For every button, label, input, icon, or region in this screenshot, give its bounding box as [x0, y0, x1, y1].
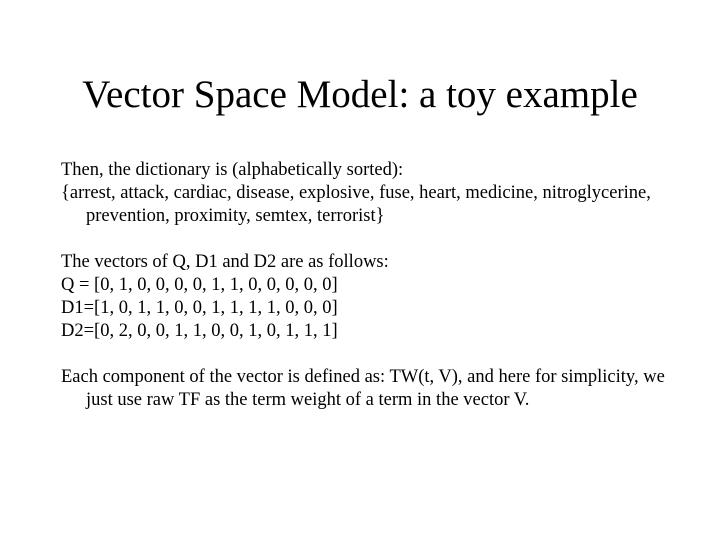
spacer: [61, 343, 681, 366]
dictionary-list: {arrest, attack, cardiac, disease, explosive, fuse, heart, medicine, nitroglycerine, prevention, proximity, semtex, terrorist}: [61, 183, 651, 226]
spacer: [61, 228, 681, 251]
vector-q: Q = [0, 1, 0, 0, 0, 0, 1, 1, 0, 0, 0, 0, 0]: [61, 275, 338, 295]
slide-body: [61, 159, 681, 412]
vectors-intro: The vectors of Q, D1 and D2 are as follows:: [61, 252, 389, 272]
dictionary-intro: Then, the dictionary is (alphabetically sorted):: [61, 160, 404, 180]
slide-title: Vector Space Model: a toy example: [82, 73, 638, 116]
vector-d2: D2=[0, 2, 0, 0, 1, 1, 0, 0, 1, 0, 1, 1, 1]: [61, 321, 338, 341]
component-note: Each component of the vector is defined as: TW(t, V), and here for simplicity, we just use raw TF as the term weight of a term in the vector V.: [61, 367, 665, 410]
vector-d1: D1=[1, 0, 1, 1, 0, 0, 1, 1, 1, 1, 0, 0, 0]: [61, 298, 338, 318]
